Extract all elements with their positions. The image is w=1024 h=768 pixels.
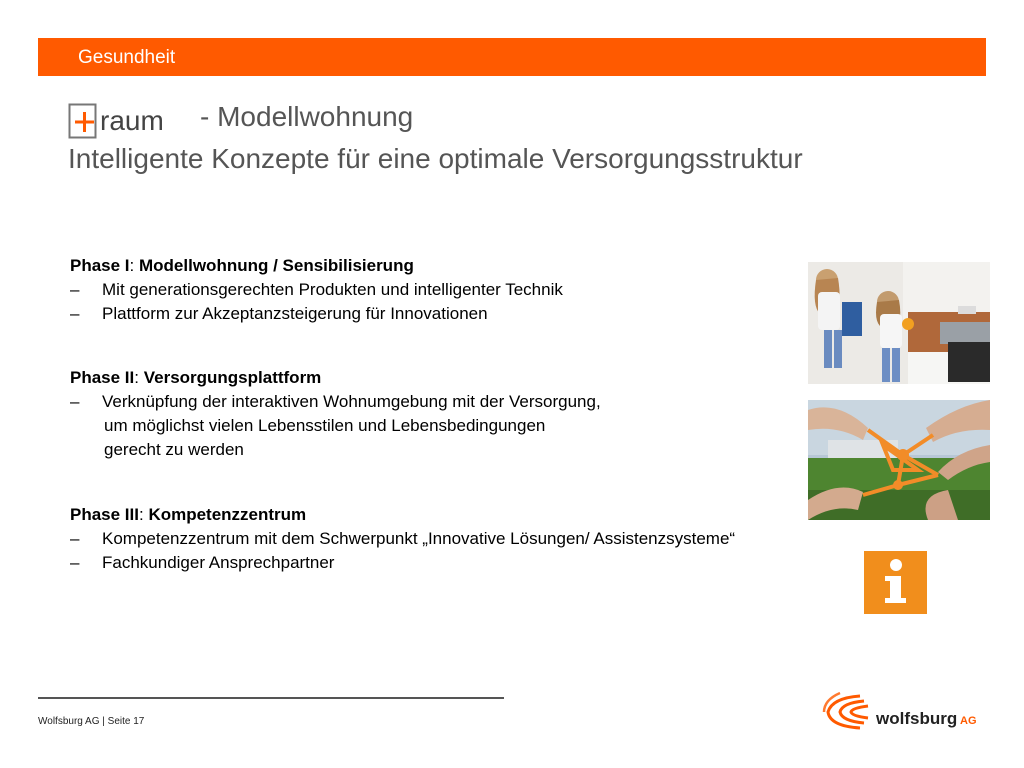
- svg-text:wolfsburg: wolfsburg: [876, 709, 958, 728]
- list-item: – Plattform zur Akzeptanzsteigerung für Innovationen: [70, 304, 488, 323]
- info-icon[interactable]: [864, 551, 927, 614]
- list-item: – Fachkundiger Ansprechpartner: [70, 553, 335, 572]
- svg-text:AG: AG: [960, 715, 977, 727]
- kitchen-children-photo: [808, 262, 990, 384]
- phase-1-block: [70, 254, 563, 326]
- phase-2-block: [70, 366, 601, 462]
- list-item: – Kompetenzzentrum mit dem Schwerpunkt „Innovative Lösungen/ Assistenzsysteme“: [70, 529, 736, 548]
- info-glyph-icon: [864, 551, 927, 614]
- wolfsburg-ag-logo: [820, 690, 990, 732]
- footer-divider: [38, 697, 504, 699]
- list-item-continuation: gerecht zu werden: [104, 440, 244, 459]
- hands-network-photo: [808, 400, 990, 520]
- list-item: – Verknüpfung der interaktiven Wohnumgebung mit der Versorgung,: [70, 392, 601, 411]
- phase-2-heading: Phase II: Versorgungsplattform: [70, 368, 322, 387]
- footer-page-number: Wolfsburg AG | Seite 17: [38, 716, 145, 727]
- svg-text:raum: raum: [100, 105, 164, 136]
- phase-3-block: [70, 503, 735, 575]
- page-subtitle: - Modellwohnung: [200, 101, 414, 132]
- phase-3-heading: Phase III: Kompetenzzentrum: [70, 505, 307, 524]
- list-item: – Mit generationsgerechten Produkten und intelligenter Technik: [70, 280, 563, 299]
- raum-logo: [68, 103, 190, 139]
- list-item-continuation: um möglichst vielen Lebensstilen und Lebensbedingungen: [104, 416, 546, 435]
- page-title: Intelligente Konzepte für eine optimale Versorgungsstruktur: [68, 143, 803, 174]
- section-label: Gesundheit: [78, 47, 176, 68]
- phase-1-heading: Phase I: Modellwohnung / Sensibilisierung: [70, 256, 414, 275]
- header-bar: [38, 38, 986, 76]
